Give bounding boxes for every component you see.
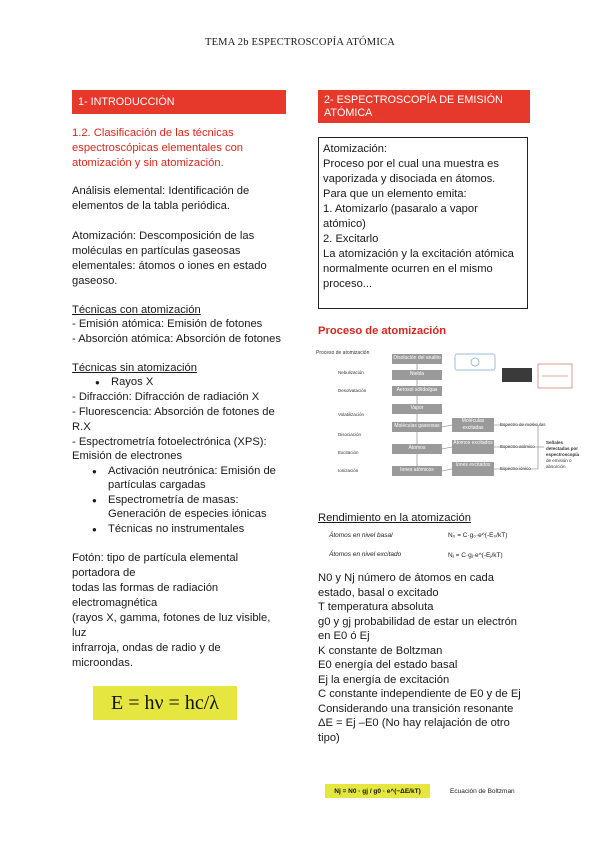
section-title-line: 2- ESPECTROSCOPÍA DE EMISIÓN [324,94,503,106]
foton-line: microondas. [72,657,133,669]
con-item: - Absorción atómica: Absorción de fotones [72,333,281,345]
box-line: La atomización y la excitación atómica [323,248,514,260]
foton-line: portadora de [72,567,136,579]
con-atomizacion-title: Técnicas con atomización [72,304,201,316]
def-line: ΔE = Ej –E0 (No hay relajación de otro [318,717,510,729]
diagram-label: Nebulización [338,370,364,375]
foton-line: Fotón: tipo de partícula elemental [72,552,239,564]
box-line: Para que un elemento emita: [323,188,467,200]
bullet-continuation: partículas cargadas [108,479,206,491]
flow-box: Disolución del analito [392,354,442,364]
atomizacion-line: gaseoso. [72,275,118,287]
box-line: vaporizada y disociada en átomos. [323,173,496,185]
diagram-label: Volatilización [338,412,365,417]
bullet-item: ● Espectrometría de masas: [108,493,239,508]
sin-line: - Espectrometría fotoelectrónica (XPS): [72,436,267,448]
rend-label: Átomos en nivel basal [329,532,393,539]
subtitle-line: 1.2. Clasificación de las técnicas [72,127,234,139]
rend-label: Átomos en nivel excitado [329,551,402,558]
diagram-label: Disociación [338,432,362,437]
section-title-introduccion [72,90,286,114]
flow-box: Vapor [392,404,442,414]
spectrum-label: Espectro iónico [500,466,531,471]
def-line: g0 y gj probabilidad de estar un electrón [318,616,518,628]
spectrum-label: Espectro de moléculas [500,422,546,427]
section-title-text: 1- INTRODUCCIÓN [78,96,175,108]
side-label: absorción [546,464,566,469]
analisis-line: Análisis elemental: Identificación de [72,185,250,197]
flow-box: Moléculas gaseosas [392,422,442,432]
bullet-continuation: Generación de especies iónicas [108,508,267,520]
def-line: tipo) [318,732,340,744]
sin-line: - Fluorescencia: Absorción de fotones de [72,406,275,418]
diagram-label: Desolvatación [338,388,367,393]
bullet-item: ● Activación neutrónica: Emisión de [108,464,276,479]
sin-line: R.X [72,421,91,433]
flow-box: Niebla [392,370,442,380]
diagram-label: Proceso de atomización [316,350,370,356]
foton-line: luz [72,627,87,639]
diagram-lines [310,346,595,496]
rend-formula: N₀ = C·g₀·e^(-E₀/kT) [448,532,508,539]
atomizacion-line: elementales: átomos o iones en estado [72,260,267,272]
flow-box: Iones atómicos [392,466,442,476]
flow-box-right: Átomos excitados [452,440,494,454]
foton-line: todas las formas de radiación [72,582,219,594]
box-line: 1. Atomizarlo (pasaralo a vapor [323,203,478,215]
side-label: Señales [546,440,564,445]
box-line: normalmente ocurren en el mismo [323,263,493,275]
atomizacion-line: moléculas en partículas gaseosas [72,245,241,257]
bullet-item: ● Técnicas no instrumentales [108,522,244,537]
box-line: proceso... [323,278,373,290]
page-title: TEMA 2b ESPECTROSCOPÍA ATÓMICA [204,37,396,48]
def-line: Ej la energía de excitación [318,674,450,686]
instrument-sketch [455,354,495,370]
subtitle-line: atomización y sin atomización. [72,157,224,169]
boltzmann-formula [325,784,430,798]
analisis-line: elementos de la tabla periódica. [72,200,230,212]
bullet-item: ● Rayos X [111,375,153,390]
proceso-title: Proceso de atomización [318,325,447,337]
diagram-label: Ionización [338,468,359,473]
def-line: N0 y Nj número de átomos en cada [318,572,494,584]
sin-line: Emisión de electrones [72,450,183,462]
section-title-emision [318,90,530,123]
energy-formula-text: E = hν = hc/λ [111,691,219,714]
section-title-line: ATÓMICA [324,107,373,119]
rendimiento-title: Rendimiento en la atomización [318,512,471,524]
box-line: atómico) [323,218,366,230]
box-line: Proceso por el cual una muestra es [323,158,499,170]
side-label: de emisión o [546,458,572,463]
boltzmann-label: Ecuación de Boltzman [450,788,515,795]
def-line: T temperatura absoluta [318,601,434,613]
def-line: C constante independiente de E0 y de Ej [318,688,521,700]
sin-atomizacion-title: Técnicas sin atomización [72,362,197,374]
flow-box-right: Iones excitados [452,462,494,476]
box-line: Atomización: [323,143,388,155]
spectrum-label: Espectro atómico [500,444,535,449]
atomization-diagram [310,346,595,496]
def-line: K constante de Boltzman [318,645,443,657]
foton-line: infrarroja, ondas de radio y de [72,642,221,654]
foton-line: (rayos X, gamma, fotones de luz visible, [72,612,271,624]
subtitle-line: espectroscópicas elementales con [72,142,244,154]
diagram-label: Excitación [338,450,359,455]
rend-formula: Nⱼ = C·gⱼ·e^(-Eⱼ/kT) [448,552,503,559]
con-item: - Emisión atómica: Emisión de fotones [72,318,263,330]
side-label: detectadas por [546,446,579,451]
def-line: en E0 ó Ej [318,630,370,642]
flame-photo [502,368,532,382]
boltzmann-formula-text: Nj = N0 · gj / g0 · e^(−ΔE/kT) [334,787,421,795]
flow-box: Aerosol sólido/gas [392,386,442,396]
box-line: 2. Excitarlo [323,233,379,245]
atomizacion-line: Atomización: Descomposición de las [72,230,255,242]
flow-box-right: Moléculas excitadas [452,418,494,432]
energy-formula [93,686,237,720]
side-label: espectroscopía [546,452,580,457]
foton-line: electromagnética [72,597,158,609]
flow-box: Átomos [392,444,442,454]
def-line: E0 energía del estado basal [318,659,458,671]
def-line: estado, basal o excitado [318,587,439,599]
sin-line: - Difracción: Difracción de radiación X [72,391,260,403]
torch-sketch [538,364,572,388]
def-line: Considerando una transición resonante [318,703,514,715]
